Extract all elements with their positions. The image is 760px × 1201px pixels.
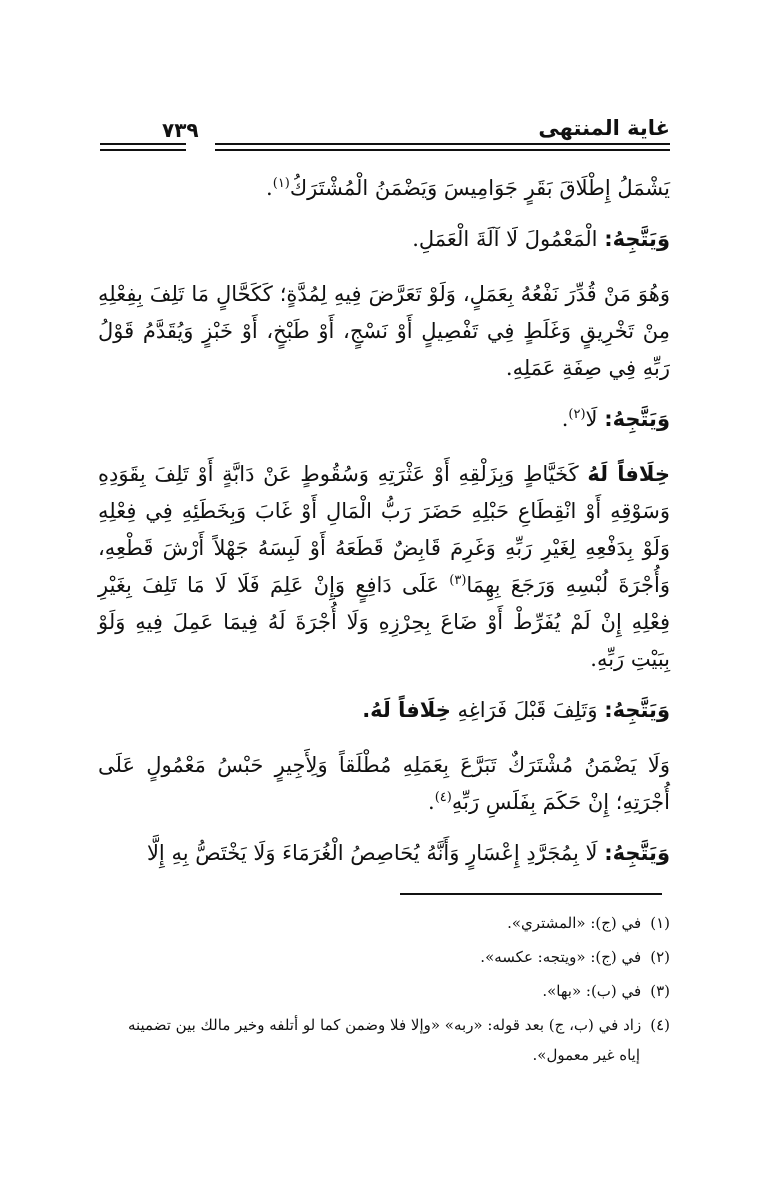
paragraph-5: خِلَافاً لَهُ كَخَيَّاطٍ وَبِزَلْقِهِ أَوْ عَثْرَتِهِ وَسُقُوطٍ عَنْ دَابَّةٍ أَوْ تَلِفَ بِقَوَدِهِ وَسَوْقِهِ أَوْ انْقِطَاعِ حَبْلِهِ حَضَرَ رَبُّ الْمَالِ أَوْ غَابَ وَبِخَطَئِهِ فِي فِعْلِهِ وَلَوْ بِدَفْعِهِ لِغَيْرِ رَبِّهِ وَغَرِمَ قَابِضٌ قَطَعَهُ أَوْ لَبِسَهُ جَهْلاً أَرْشَ قَطْعِهِ، وَأُجْرَةَ لُبْسِهِ وَرَجَعَ بِهِمَا$^{(٣)}$ عَلَى دَافِعٍ وَإِنْ عَلِمَ فَلَا لَا مَا تَلِفَ بِغَيْرِ فِعْلِهِ إِنْ لَمْ يُفَرِّطْ أَوْ ضَاعَ بِحِرْزِهِ وَلَا أُجْرَةَ لَهُ فِيمَا عَمِلَ فِيهِ وَلَوْ بِبَيْتِ رَبِّهِ. — [98, 462, 670, 671]
header-rule — [215, 143, 670, 145]
footnote-ref[interactable]: (٢) — [568, 407, 586, 422]
footnote-number: (٢) — [650, 948, 670, 966]
footnote-text: زاد في (ب، ج) بعد قوله: «ربه» «وإلا فلا وضمن كما لو أتلفه وخير مالك بين تضمينه — [127, 1016, 642, 1034]
footnote-text-continued: إياه غير معمول». — [532, 1046, 640, 1064]
footnote — [98, 1010, 670, 1070]
footnote-ref[interactable]: (٣) — [449, 573, 467, 588]
footnotes — [98, 908, 670, 1074]
paragraph-4: وَيَتَّجِهُ: لَا$^{(٢)}$. — [561, 407, 670, 431]
page-number: ٧٣٩ — [162, 118, 199, 142]
paragraph-8: وَيَتَّجِهُ: لَا بِمُجَرَّدِ إِعْسَارٍ وَأَنَّهُ يُحَاصِصُ الْغُرَمَاءَ وَلَا يَخْتَصُّ بِهِ إِلَّا — [146, 841, 670, 865]
lead-phrase: خِلَافاً لَهُ — [587, 462, 670, 486]
paragraph-6: وَيَتَّجِهُ: وَتَلِفَ قَبْلَ فَرَاغِهِ خِلَافاً لَهُ. — [362, 698, 670, 722]
footnote-text: في (ب): «بها». — [542, 982, 642, 1000]
header-rule-short — [100, 143, 186, 145]
footnote-number: (٤) — [650, 1016, 670, 1034]
lead-phrase: خِلَافاً لَهُ. — [362, 698, 451, 722]
header-rule-short — [100, 149, 186, 151]
footnote-text: في (ج): «المشتري». — [507, 914, 642, 932]
page-header — [100, 112, 670, 160]
footnote-ref[interactable]: (٤) — [434, 790, 452, 805]
lead-phrase: وَيَتَّجِهُ: — [604, 227, 670, 251]
footnote — [98, 976, 670, 1006]
paragraph-3: وَهُوَ مَنْ قُدِّرَ نَفْعُهُ بِعَمَلٍ، وَلَوْ تَعَرَّضَ فِيهِ لِمُدَّةٍ؛ كَكَحَّالٍ مَا تَلِفَ بِفِعْلِهِ مِنْ تَخْرِيقٍ وَغَلَطٍ فِي تَفْصِيلٍ أَوْ نَسْجٍ، أَوْ طَبْخٍ، أَوْ خَبْزٍ وَيُقَدَّمُ قَوْلُ رَبِّهِ فِي صِفَةِ عَمَلِهِ. — [98, 282, 670, 380]
footnote — [98, 908, 670, 938]
footnote-divider — [400, 893, 662, 895]
footnote-ref[interactable]: (١) — [272, 176, 290, 191]
footnote-number: (١) — [650, 914, 670, 932]
footnote-number: (٣) — [650, 982, 670, 1000]
book-title: غاية المنتهى — [538, 116, 670, 140]
lead-phrase: وَيَتَّجِهُ: — [604, 841, 670, 865]
paragraph-1: يَشْمَلُ إِطْلَاقَ بَقَرٍ جَوَامِيسَ وَيَضْمَنُ الْمُشْتَرَكُ$^{(١)}$. — [266, 176, 670, 200]
footnote-text: في (ج): «ويتجه: عكسه». — [480, 948, 642, 966]
lead-phrase: وَيَتَّجِهُ: — [604, 407, 670, 431]
lead-phrase: وَيَتَّجِهُ: — [604, 698, 670, 722]
footnote — [98, 942, 670, 972]
paragraph-2: وَيَتَّجِهُ: الْمَعْمُولَ لَا آلَةَ الْعَمَلِ. — [412, 227, 670, 251]
paragraph-7: وَلَا يَضْمَنُ مُشْتَرَكٌ تَبَرَّعَ بِعَمَلِهِ مُطْلَقاً وَلِأَجِيرٍ حَبْسُ مَعْمُولٍ عَلَى أُجْرَتِهِ؛ إِنْ حَكَمَ بِفَلَسِ رَبِّهِ$^{(٤)}$. — [98, 753, 670, 814]
header-rule — [215, 149, 670, 151]
main-text — [98, 170, 670, 886]
